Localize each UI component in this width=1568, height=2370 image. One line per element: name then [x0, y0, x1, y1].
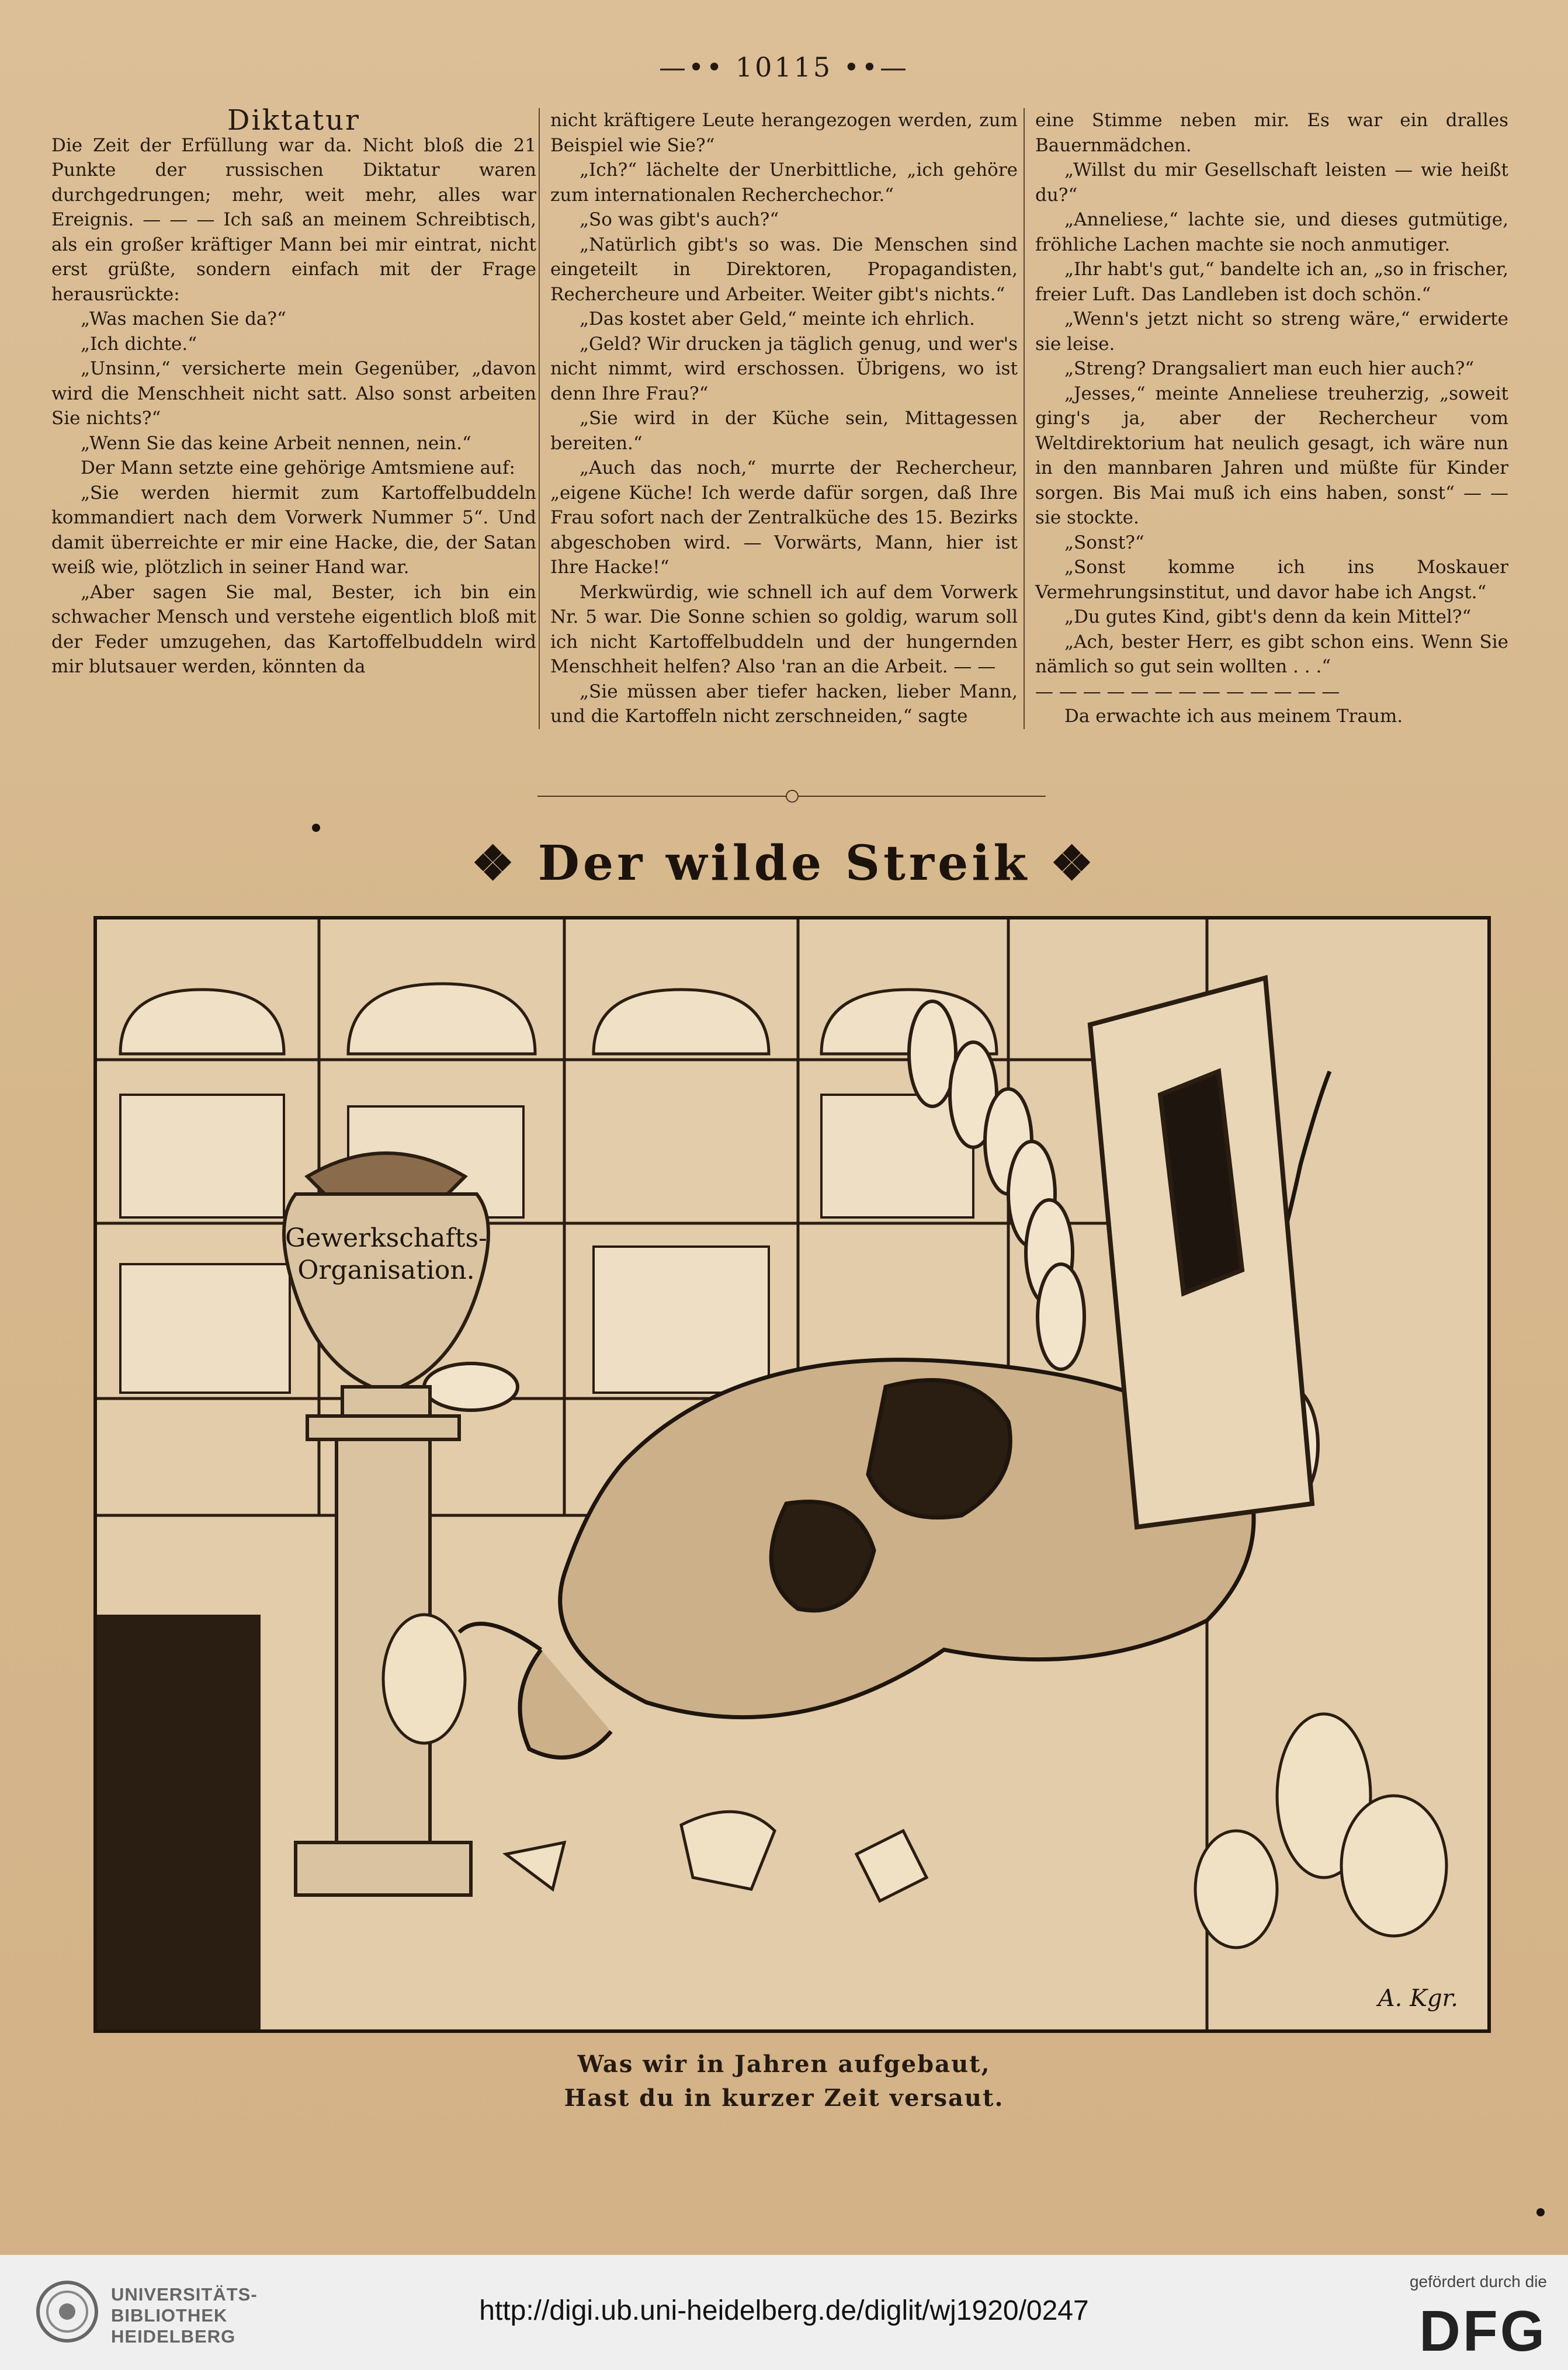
section-divider [537, 796, 1046, 797]
paragraph: Die Zeit der Erfüllung war da. Nicht bloß die 21 Punkte der russischen Diktatur waren durchgedrungen; mehr, weit mehr, alles war Ereignis. — — — Ich saß an meinem Schreibtisch, als ein großer kräftiger Mann bei mir eintrat, nicht erst grüßte, sondern einfach mit der Frage herausrückte: [51, 134, 536, 305]
article-column-2 [539, 108, 1018, 729]
viewer-footer [0, 2255, 1568, 2370]
paragraph: „Sie müssen aber tiefer hacken, lieber Mann, und die Kartoffeln nicht zerschneiden,“ sagte [550, 681, 1018, 727]
paragraph: „Was machen Sie da?“ [81, 308, 286, 329]
paragraph: „Wenn's jetzt nicht so streng wäre,“ erwiderte sie leise. [1035, 308, 1508, 355]
paragraph: „Du gutes Kind, gibt's denn da kein Mittel?“ [1064, 606, 1472, 627]
cartoon-illustration [93, 916, 1491, 2033]
paragraph: „Das kostet aber Geld,“ meinte ich ehrlich. [580, 308, 975, 329]
artist-signature: A. Kgr. [1378, 1985, 1458, 2012]
dfg-logo: DFG [1419, 2299, 1547, 2363]
paragraph: „Ach, bester Herr, es gibt schon eins. Wenn Sie nämlich so gut sein wollten . . .“ [1035, 631, 1508, 677]
ink-dot [312, 824, 320, 832]
funding-note: gefördert durch die [1409, 2272, 1547, 2291]
library-name: UNIVERSITÄTS- BIBLIOTHEK HEIDELBERG [111, 2284, 258, 2347]
paragraph: „Ich dichte.“ [81, 333, 197, 355]
paragraph: „Sonst komme ich ins Moskauer Vermehrungsinstitut, und davor habe ich Angst.“ [1035, 557, 1508, 603]
vase-label-line2: Organisation. [297, 1255, 475, 1285]
paragraph: „Natürlich gibt's so was. Die Menschen sind eingeteilt in Direktoren, Propagandisten, Rechercheure und Arbeiter. Weiter gibt's nichts.“ [550, 234, 1018, 305]
paragraph: „So was gibt's auch?“ [580, 209, 779, 230]
paragraph: „Geld? Wir drucken ja täglich genug, und wer's nicht nimmt, wird erschossen. Übrigens, wo ist denn Ihre Frau?“ [550, 333, 1018, 404]
article-column-1 [51, 104, 536, 679]
dark-cabinet [97, 1615, 261, 2029]
cartoon-headline: ❖ Der wilde Streik ❖ [471, 835, 1097, 891]
permalink[interactable]: http://digi.ub.uni-heidelberg.de/diglit/wj1920/0247 [479, 2295, 1089, 2326]
article-title: Diktatur [227, 104, 360, 137]
paragraph: „Sonst?“ [1064, 532, 1144, 553]
caption-line-1: Was wir in Jahren aufgebaut, [577, 2050, 991, 2078]
paragraph: Da erwachte ich aus meinem Traum. [1064, 706, 1403, 727]
ink-dot [1536, 2208, 1545, 2216]
paragraph: „Streng? Drangsaliert man euch hier auch?“ [1064, 358, 1475, 379]
paragraph: „Wenn Sie das keine Arbeit nennen, nein.“ [81, 432, 471, 454]
paragraph: eine Stimme neben mir. Es war ein dralles Bauernmädchen. [1035, 110, 1508, 156]
paragraph: „Unsinn,“ versicherte mein Gegenüber, „davon wird die Menschheit nicht satt. Also sonst arbeiten Sie nichts?“ [51, 358, 536, 429]
paragraph: „Sie werden hiermit zum Kartoffelbuddeln kommandiert nach dem Vorwerk Nummer 5“. Und damit überreichte er mir eine Hacke, die, der Satan weiß wie, plötzlich in seiner Hand war. [51, 482, 536, 578]
paragraph: „Anneliese,“ lachte sie, und dieses gutmütige, fröhliche Lachen machte sie noch anmutiger. [1035, 209, 1508, 255]
paragraph: nicht kräftigere Leute herangezogen werden, zum Beispiel wie Sie?“ [550, 110, 1018, 156]
caption-line-2: Hast du in kurzer Zeit versaut. [564, 2084, 1004, 2112]
page-number: —•• 10115 ••— [658, 51, 910, 83]
cartoon-caption [0, 2048, 1568, 2115]
dash-separator: — — — — — — — — — — — — — [1035, 681, 1340, 702]
paragraph: „Auch das noch,“ murrte der Rechercheur, „eigene Küche! Ich werde dafür sorgen, daß Ihre Frau sofort nach der Zentralküche des 15. Bezirks abgeschoben wird. — Vorwärts, Mann, hier ist Ihre Hacke!“ [550, 457, 1018, 578]
article-column-3 [1024, 108, 1508, 729]
paragraph: Der Mann setzte eine gehörige Amtsmiene auf: [81, 457, 515, 478]
paragraph: „Ihr habt's gut,“ bandelte ich an, „so in frischer, freier Luft. Das Landleben ist doch schön.“ [1035, 259, 1508, 305]
paragraph: „Aber sagen Sie mal, Bester, ich bin ein schwacher Mensch und verstehe eigentlich bloß mit der Feder umzugehen, das Kartoffelbuddeln wird mir blutsauer werden, könnten da [51, 581, 536, 677]
vase-label-line1: Gewerkschafts- [285, 1223, 487, 1253]
paragraph: „Jesses,“ meinte Anneliese treuherzig, „soweit ging's ja, aber der Rechercheur vom Weltdirektorium hat neulich gesagt, ich wäre nun in den mannbaren Jahren und müßte für Kinder sorgen. Bis Mai muß ich eins haben, sonst“ — — sie stockte. [1035, 383, 1508, 528]
paragraph: „Sie wird in der Küche sein, Mittagessen bereiten.“ [550, 408, 1018, 454]
paragraph: Merkwürdig, wie schnell ich auf dem Vorwerk Nr. 5 war. Die Sonne schien so goldig, warum soll ich nicht Kartoffelbuddeln und der hungernden Menschheit helfen? Also 'ran an die Arbeit. — — [550, 581, 1018, 677]
paragraph: „Willst du mir Gesellschaft leisten — wie heißt du?“ [1035, 159, 1508, 206]
paragraph: „Ich?“ lächelte der Unerbittliche, „ich gehöre zum internationalen Recherchechor.“ [550, 159, 1018, 206]
